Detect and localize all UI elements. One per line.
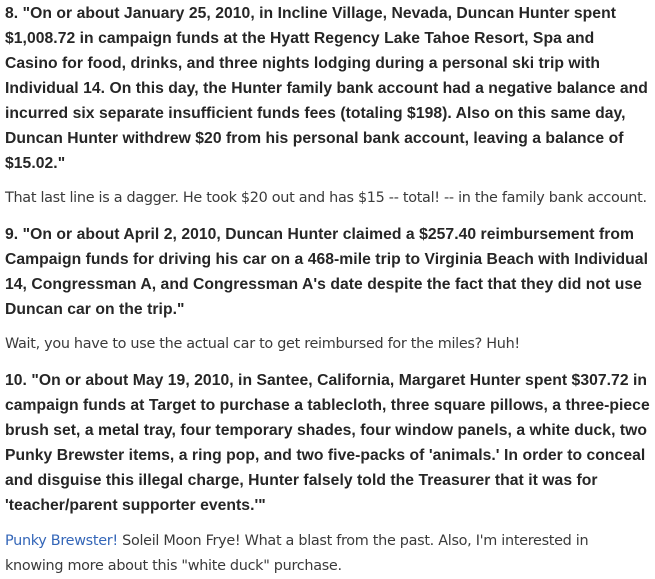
commentary-item-10 xyxy=(5,529,650,579)
punky-brewster-link[interactable]: Punky Brewster! xyxy=(5,533,118,549)
quote-item-9: 9. "On or about April 2, 2010, Duncan Hunter claimed a $257.40 reimbursement from Campaign funds for driving his car on a 468-mile trip to Virginia Beach with Individual 14, Congressman A, and Congressman A's date despite the fact that they did not use Duncan car on the trip." xyxy=(5,226,648,318)
article-body xyxy=(5,0,650,579)
commentary-item-8: That last line is a dagger. He took $20 out and has $15 -- total! -- in the family bank account. xyxy=(5,190,647,206)
quote-item-10: 10. "On or about May 19, 2010, in Santee, California, Margaret Hunter spent $307.72 in campaign funds at Target to purchase a tablecloth, three square pillows, a three-piece brush set, a metal tray, four temporary shades, four window panels, a white duck, two Punky Brewster items, a ring pop, and two five-packs of 'animals.' In order to conceal and disguise this illegal charge, Hunter falsely told the Treasurer that it was for 'teacher/parent supporter events.'" xyxy=(5,372,650,514)
commentary-item-9: Wait, you have to use the actual car to get reimbursed for the miles? Huh! xyxy=(5,336,520,352)
commentary-text: Soleil Moon Frye! What a blast from the past. Also, I'm interested in knowing more about this "white duck" purchase. xyxy=(5,533,589,574)
quote-item-8: 8. "On or about January 25, 2010, in Incline Village, Nevada, Duncan Hunter spent $1,008.72 in campaign funds at the Hyatt Regency Lake Tahoe Resort, Spa and Casino for food, drinks, and three nights lodging during a personal ski trip with Individual 14. On this day, the Hunter family bank account had a negative balance and incurred six separate insufficient funds fees (totaling $198). Also on this same day, Duncan Hunter withdrew $20 from his personal bank account, leaving a balance of $15.02." xyxy=(5,5,648,172)
